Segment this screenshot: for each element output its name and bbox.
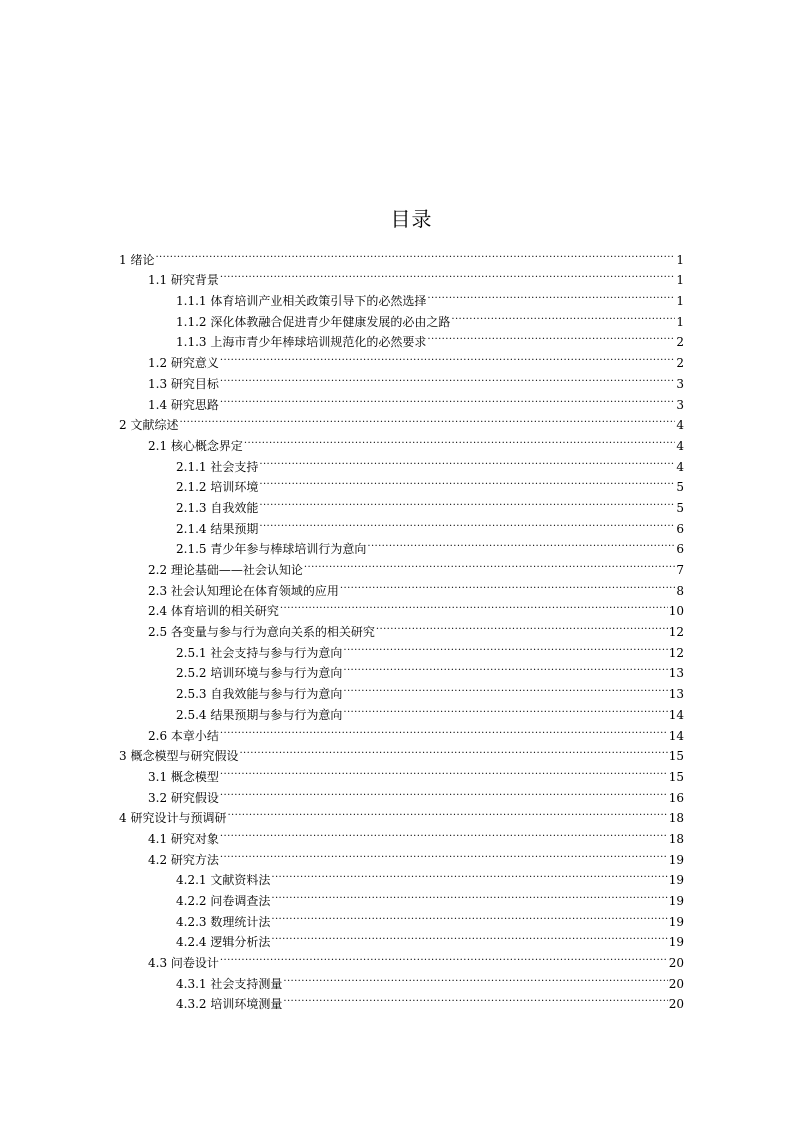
toc-entry-label: 2.2 理论基础——社会认知论 xyxy=(148,563,303,577)
toc-dot-leader xyxy=(155,243,675,264)
toc-entry-label: 1.1.1 体育培训产业相关政策引导下的必然选择 xyxy=(176,294,427,309)
toc-entry-page-number: 19 xyxy=(668,873,684,888)
toc-entry-page-number: 19 xyxy=(668,935,684,950)
toc-entry-page-number: 5 xyxy=(676,480,684,495)
toc-entry-page-number: 4 xyxy=(676,418,684,433)
toc-entry-page-number: 13 xyxy=(668,687,684,702)
toc-entry-page-number: 12 xyxy=(668,645,684,660)
toc-entry[interactable] xyxy=(119,264,684,288)
toc-entry-page-number: 20 xyxy=(668,956,684,971)
toc-dot-leader xyxy=(220,781,668,802)
toc-entry-label: 2.1.3 自我效能 xyxy=(176,500,259,515)
toc-entry-page-number: 2 xyxy=(676,356,684,371)
toc-entry-label: 1 绪论 xyxy=(119,252,155,267)
toc-entry-label: 2.1.4 结果预期 xyxy=(176,521,259,536)
toc-entry-label: 4.3.2 培训环境测量 xyxy=(176,997,283,1012)
toc-dot-leader xyxy=(259,512,675,533)
toc-entry-label: 4.3.1 社会支持测量 xyxy=(176,976,283,991)
toc-dot-leader xyxy=(283,988,667,1009)
toc-entry-page-number: 13 xyxy=(668,666,684,681)
toc-dot-leader xyxy=(239,740,667,761)
toc-dot-leader xyxy=(304,553,675,574)
toc-entry-label: 1.3 研究目标 xyxy=(148,376,219,391)
toc-entry-page-number: 6 xyxy=(676,521,684,536)
toc-entry-label: 2.1.2 培训环境 xyxy=(176,480,259,495)
toc-dot-leader xyxy=(367,533,675,554)
toc-entry-page-number: 1 xyxy=(676,273,684,288)
toc-entry-page-number: 1 xyxy=(676,314,684,329)
toc-dot-leader xyxy=(220,843,668,864)
toc-entry-page-number: 14 xyxy=(668,728,684,743)
toc-dot-leader xyxy=(271,864,667,885)
toc-entry-page-number: 15 xyxy=(668,769,684,784)
toc-dot-leader xyxy=(376,615,668,636)
toc-entry-label: 1.1.3 上海市青少年棒球培训规范化的必然要求 xyxy=(176,335,427,350)
toc-dot-leader xyxy=(271,926,667,947)
toc-entry-page-number: 10 xyxy=(668,604,684,619)
toc-entry-page-number: 3 xyxy=(676,376,684,391)
toc-entry-page-number: 5 xyxy=(676,500,684,515)
toc-dot-leader xyxy=(280,595,668,616)
toc-entry-page-number: 16 xyxy=(668,790,684,805)
toc-entry-label: 4.2.4 逻辑分析法 xyxy=(176,935,271,950)
toc-entry-page-number: 12 xyxy=(668,625,684,640)
toc-dot-leader xyxy=(220,946,668,967)
toc-entry-page-number: 1 xyxy=(676,294,684,309)
toc-entry-label: 4.2 研究方法 xyxy=(148,852,219,867)
toc-entry-label: 1.1.2 深化体教融合促进青少年健康发展的必由之路 xyxy=(176,314,451,329)
toc-entry-page-number: 18 xyxy=(668,811,684,826)
toc-entry-page-number: 2 xyxy=(676,335,684,350)
toc-entry-label: 4.1 研究对象 xyxy=(148,831,219,846)
toc-entry-page-number: 4 xyxy=(676,438,684,453)
toc-entry-label: 2 文献综述 xyxy=(119,418,179,433)
toc-entry-page-number: 8 xyxy=(676,583,684,598)
toc-entry-label: 2.1.1 社会支持 xyxy=(176,459,259,474)
toc-dot-leader xyxy=(220,719,668,740)
toc-dot-leader xyxy=(220,388,675,409)
toc-dot-leader xyxy=(427,326,675,347)
toc-dot-leader xyxy=(179,409,675,430)
toc-entry-label: 2.5.4 结果预期与参与行为意向 xyxy=(176,707,343,722)
toc-entry-label: 2.1.5 青少年参与棒球培训行为意向 xyxy=(176,542,367,557)
toc-entry-label: 2.3 社会认知理论在体育领域的应用 xyxy=(148,583,339,598)
toc-entry-label: 4.3 问卷设计 xyxy=(148,956,219,971)
toc-dot-leader xyxy=(244,429,675,450)
toc-entry-label: 3 概念模型与研究假设 xyxy=(119,749,239,764)
toc-entry-page-number: 18 xyxy=(668,831,684,846)
toc-dot-leader xyxy=(343,657,667,678)
toc-dot-leader xyxy=(220,367,675,388)
toc-dot-leader xyxy=(220,760,668,781)
toc-title: 目录 xyxy=(390,207,433,231)
toc-dot-leader xyxy=(427,284,675,305)
toc-entry-page-number: 14 xyxy=(668,707,684,722)
toc-dot-leader xyxy=(343,636,667,657)
toc-dot-leader xyxy=(227,802,667,823)
toc-entry-label: 2.5.1 社会支持与参与行为意向 xyxy=(176,645,343,660)
toc-dot-leader xyxy=(271,884,667,905)
toc-dot-leader xyxy=(259,450,675,471)
toc-entry-label: 4.2.2 问卷调查法 xyxy=(176,894,271,908)
toc-entry-page-number: 20 xyxy=(668,997,684,1012)
toc-entry-page-number: 3 xyxy=(676,397,684,412)
toc-dot-leader xyxy=(451,305,675,326)
table-of-contents xyxy=(119,243,684,1012)
toc-entry-label: 2.5.2 培训环境与参与行为意向 xyxy=(176,666,343,681)
toc-entry-label: 2.6 本章小结 xyxy=(148,728,219,743)
toc-dot-leader xyxy=(220,264,675,285)
toc-entry-page-number: 4 xyxy=(676,459,684,474)
toc-entry[interactable] xyxy=(119,429,684,453)
toc-dot-leader xyxy=(220,346,675,367)
toc-entry-label: 4.2.1 文献资料法 xyxy=(176,873,271,888)
toc-entry-label: 2.5 各变量与参与行为意向关系的相关研究 xyxy=(148,625,375,640)
toc-entry-page-number: 1 xyxy=(676,252,684,267)
toc-entry-page-number: 20 xyxy=(668,976,684,991)
toc-entry-label: 2.5.3 自我效能与参与行为意向 xyxy=(176,687,343,702)
toc-entry-label: 2.4 体育培训的相关研究 xyxy=(148,604,279,619)
toc-entry-page-number: 19 xyxy=(668,852,684,867)
toc-dot-leader xyxy=(220,822,668,843)
toc-entry-label: 1.4 研究思路 xyxy=(148,397,219,412)
toc-entry-label: 3.1 概念模型 xyxy=(148,769,219,784)
toc-entry-label: 1.1 研究背景 xyxy=(148,273,219,288)
toc-entry-page-number: 6 xyxy=(676,542,684,557)
toc-entry-page-number: 19 xyxy=(668,914,684,929)
toc-entry-label: 2.1 核心概念界定 xyxy=(148,438,243,453)
toc-entry-page-number: 19 xyxy=(668,894,684,908)
toc-entry-label: 1.2 研究意义 xyxy=(148,356,219,371)
toc-dot-leader xyxy=(283,967,667,988)
toc-entry-page-number: 7 xyxy=(676,563,684,577)
toc-entry[interactable] xyxy=(119,409,684,433)
toc-dot-leader xyxy=(343,698,667,719)
toc-entry-label: 4.2.3 数理统计法 xyxy=(176,914,271,929)
toc-entry-page-number: 15 xyxy=(668,749,684,764)
toc-entry[interactable] xyxy=(119,243,684,267)
toc-dot-leader xyxy=(259,491,675,512)
toc-dot-leader xyxy=(259,471,675,492)
toc-dot-leader xyxy=(271,905,667,926)
toc-entry-label: 4 研究设计与预调研 xyxy=(119,811,227,826)
toc-entry-label: 3.2 研究假设 xyxy=(148,790,219,805)
toc-dot-leader xyxy=(340,574,675,595)
toc-dot-leader xyxy=(343,677,667,698)
